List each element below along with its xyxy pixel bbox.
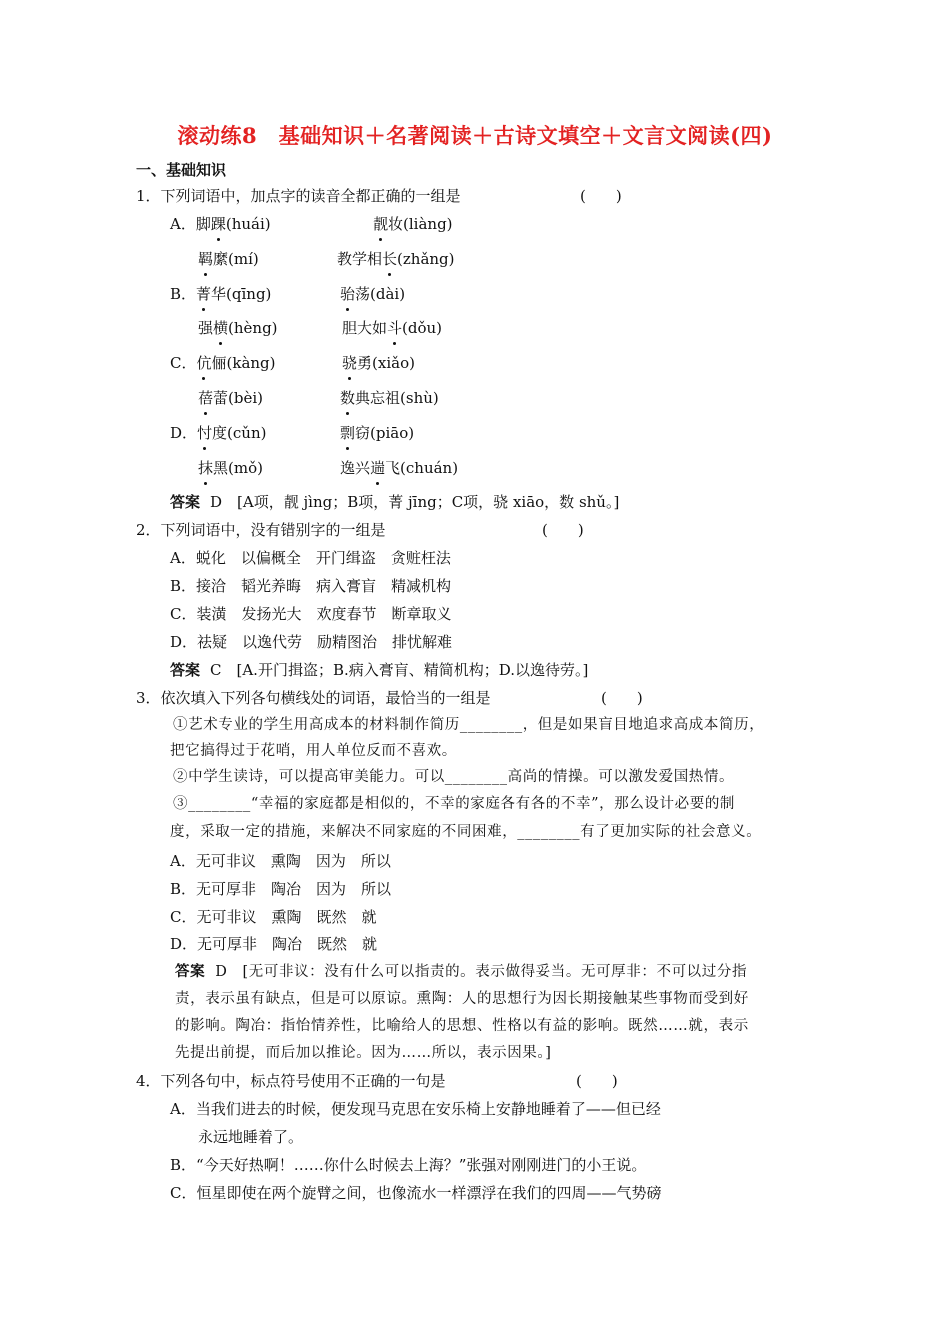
q3-sentence-1a: ①艺术专业的学生用高成本的材料制作简历________，但是如果盲目地追求高成本简历， [173, 717, 765, 733]
dotted-char: 数 [340, 389, 356, 407]
q2-option-a: A．蜕化 以偏概全 开门缉盗 贪赃枉法 [170, 549, 451, 567]
q1-option-c [170, 352, 276, 374]
q3-option-a: A．无可非议 熏陶 因为 所以 [170, 852, 391, 870]
answer-text: C [A.开门揖盗；B.病入膏肓、精简机构；D.以逸待劳。] [210, 661, 589, 679]
q1-option-d-word2 [340, 422, 414, 444]
answer-label: 答案 [170, 661, 201, 679]
q4-option-c: C．恒星即使在两个旋臂之间，也像流水一样漂浮在我们的四周——气势磅 [170, 1184, 662, 1202]
q2-option-b: B．接洽 韬光养晦 病入膏盲 精减机构 [170, 577, 452, 595]
q3-sentence-3a: ③________“幸福的家庭都是相似的，不幸的家庭各有各的不幸”，那么设计必要的制 [173, 796, 736, 812]
q1-option-b-word4 [342, 317, 442, 339]
q3-answer-line-3: 的影响。陶冶：指怡情养性，比喻给人的思想、性格以有益的影响。既然……就，表示 [175, 1018, 749, 1034]
word-post: 度(cǔn) [212, 424, 267, 442]
q3-sentence-2: ②中学生读诗，可以提高审美能力。可以________高尚的情操。可以激发爱国热情。 [173, 769, 735, 785]
dotted-char: 伉 [196, 354, 212, 372]
word-pre: 脚 [195, 215, 211, 233]
q2-stem: 2．下列词语中，没有错别字的一组是 [136, 521, 386, 539]
q1-option-a [170, 213, 271, 235]
q2-answer-paren: ( ) [542, 521, 584, 539]
word-pre: 强 [198, 319, 214, 337]
q1-stem: 1．下列词语中，加点字的读音全都正确的一组是 [136, 187, 461, 205]
dotted-char: 踝 [210, 215, 226, 233]
word-pre: 逸兴 [340, 459, 371, 477]
q3-answer [175, 961, 747, 983]
answer-text: D [无可非议：没有什么可以指责的。表示做得妥当。无可厚非：不可以过分指 [215, 964, 748, 980]
option-label: D． [170, 424, 198, 442]
word-post: (huái) [225, 215, 271, 233]
word-post: 勇(xiǎo) [357, 354, 415, 372]
dotted-char: 菁 [196, 285, 212, 303]
dotted-char: 羁 [198, 250, 214, 268]
dotted-char: 靓 [373, 215, 389, 233]
word-post: (hèng) [228, 319, 278, 337]
q1-option-a-word2 [373, 213, 453, 235]
dotted-char: 横 [213, 319, 229, 337]
word-pre: 教学相 [337, 250, 383, 268]
q1-option-d-word3 [198, 457, 263, 479]
word-post: 荡(dài) [355, 285, 406, 303]
q4-option-b: B．“今天好热啊！……你什么时候去上海？”张强对刚刚进门的小王说。 [170, 1156, 647, 1174]
q4-option-a: A．当我们进去的时候，便发现马克思在安乐椅上安静地睡着了——但已经 [170, 1100, 661, 1118]
word-pre: 胆大如 [342, 319, 388, 337]
q1-option-a-word3 [198, 248, 259, 270]
q1-option-c-word2 [342, 352, 415, 374]
word-post: 妆(liàng) [388, 215, 453, 233]
q3-option-b: B．无可厚非 陶冶 因为 所以 [170, 880, 392, 898]
dotted-char: 蓓 [198, 389, 214, 407]
q3-option-c: C．无可非议 熏陶 既然 就 [170, 908, 377, 926]
q3-answer-paren: ( ) [601, 689, 643, 707]
q1-option-d [170, 422, 266, 444]
word-post: 华(qīng) [211, 285, 272, 303]
option-label: A． [170, 215, 196, 233]
q4-stem: 4．下列各句中，标点符号使用不正确的一句是 [136, 1072, 446, 1090]
q3-answer-line-2: 责，表示虽有缺点，但是可以原谅。熏陶：人的思想行为因长期接触某些事物而受到好 [175, 991, 749, 1007]
answer-label: 答案 [175, 963, 206, 980]
word-post: 典忘祖(shù) [355, 389, 439, 407]
q1-answer [170, 491, 619, 513]
dotted-char: 长 [382, 250, 398, 268]
q1-option-a-word4 [337, 248, 455, 270]
q1-option-c-word3 [198, 387, 263, 409]
dotted-char: 骁 [342, 354, 358, 372]
answer-label: 答案 [170, 493, 201, 511]
dotted-char: 忖 [197, 424, 213, 442]
word-post: 蕾(bèi) [213, 389, 263, 407]
section-heading: 一、基础知识 [136, 161, 227, 179]
q3-answer-line-4: 先提出前提，而后加以推论。因为……所以，表示因果。] [175, 1045, 552, 1061]
q3-sentence-3b: 度，采取一定的措施，来解决不同家庭的不同困难，________有了更加实际的社会意义。 [170, 824, 762, 840]
word-post: (zhǎng) [397, 250, 455, 268]
page-title: 滚动练8 基础知识＋名著阅读＋古诗文填空＋文言文阅读(四) [177, 123, 773, 148]
q3-stem: 3．依次填入下列各句横线处的词语，最恰当的一组是 [136, 689, 491, 707]
word-post: 縻(mí) [213, 250, 259, 268]
dotted-char: 剽 [340, 424, 356, 442]
q1-option-b [170, 283, 271, 305]
q3-sentence-1b: 把它搞得过于花哨，用人单位反而不喜欢。 [170, 743, 457, 759]
q1-option-c-word4 [340, 387, 439, 409]
word-post: 俪(kàng) [211, 354, 276, 372]
q1-answer-paren: ( ) [580, 187, 622, 205]
dotted-char: 遄 [370, 459, 386, 477]
q1-option-b-word2 [340, 283, 405, 305]
word-post: (dǒu) [402, 319, 443, 337]
option-label: B． [170, 285, 197, 303]
word-post: 黑(mǒ) [213, 459, 263, 477]
dotted-char: 骀 [340, 285, 356, 303]
q4-option-a-cont: 永远地睡着了。 [198, 1128, 304, 1146]
q3-option-d: D．无可厚非 陶冶 既然 就 [170, 935, 378, 953]
q2-option-d: D．祛疑 以逸代劳 励精图治 排忧解难 [170, 633, 453, 651]
option-label: C． [170, 354, 197, 372]
word-post: 窃(piāo) [355, 424, 415, 442]
q2-option-c: C．装潢 发扬光大 欢度春节 断章取义 [170, 605, 452, 623]
dotted-char: 抹 [198, 459, 214, 477]
dotted-char: 斗 [387, 319, 403, 337]
q1-option-b-word3 [198, 317, 278, 339]
word-post: 飞(chuán) [385, 459, 459, 477]
answer-text: D [A项，靓 jìng；B项，菁 jīng；C项，骁 xiāo，数 shǔ。] [210, 493, 620, 511]
q2-answer [170, 659, 588, 681]
q4-answer-paren: ( ) [576, 1072, 618, 1090]
q1-option-d-word4 [340, 457, 458, 479]
